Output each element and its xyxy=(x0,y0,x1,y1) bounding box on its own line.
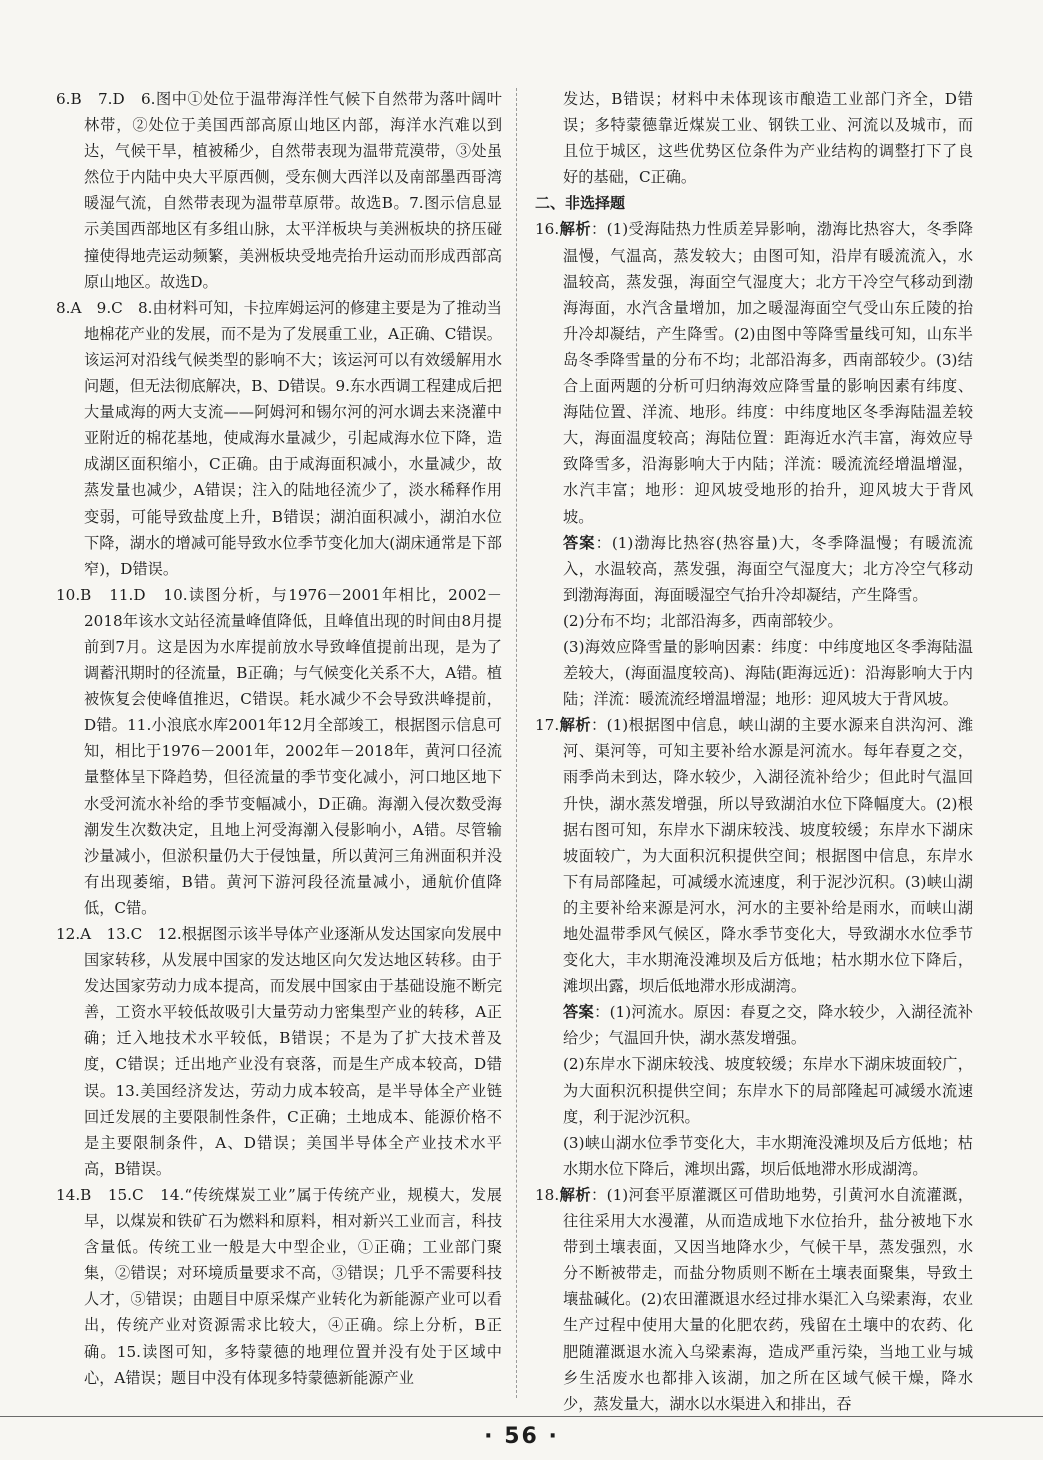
analysis-label: 解析 xyxy=(559,716,591,735)
question-number: 17. xyxy=(535,716,560,735)
analysis-label: 解析 xyxy=(559,220,591,239)
answer-15-continuation: 发达，B错误；材料中未体现该市酿造工业部门齐全，D错误；多特蒙德靠近煤炭工业、钢铁工业、河流以及城市，而且位于城区，这些优势区位条件为产业结构的调整打下了良好的基础，C正确。 xyxy=(563,90,973,187)
section-title: 二、非选择题 xyxy=(535,194,626,213)
question-17 xyxy=(535,712,973,1182)
answer-text: (3)峡山湖水位季节变化大，丰水期淹没滩坝及后方低地；枯水期水位下降后，滩坝出露，坝后低地滞水形成湖湾。 xyxy=(563,1133,973,1178)
answer-text: ：(1)渤海比热容(热容量)大，冬季降温慢；有暖流流入，水温较高，蒸发强，海面空气湿度大；北方冷空气移动到渤海海面，海面暖湿空气抬升冷却凝结，产生降雪。 xyxy=(563,533,973,604)
question-number: 16. xyxy=(535,220,560,239)
analysis-text: ：(1)根据图中信息，峡山湖的主要水源来自洪沟河、潍河、渠河等，可知主要补给水源是河流水。每年春夏之交，雨季尚未到达，降水较少，入湖径流补给少；但此时气温回升快，湖水蒸发增强，所以导致湖泊水位下降幅度大。(2)根据右图可知，东岸水下湖床较浅、坡度较缓；东岸水下湖床坡面较广，为大面积沉积提供空间；根据图中信息，东岸水下有局部隆起，可减缓水流速度，利于泥沙沉积。(3)峡山湖的主要补给来源是河水，河水的主要补给是雨水，而峡山湖地处温带季风气候区，降水季节变化大，导致湖水水位季节变化大，丰水期淹没滩坝及后方低地；枯水期水位下降后，滩坝出露，坝后低地滞水形成湖湾。 xyxy=(563,716,974,996)
right-column xyxy=(535,86,973,1417)
analysis-text: ：(1)河套平原灌溉区可借助地势，引黄河水自流灌溉，往往采用大水漫灌，从而造成地下水位抬升，盐分被地下水带到土壤表面，又因当地降水少，气候干旱，蒸发强烈，水分不断被带走，而盐分物质则不断在土壤表面聚集，导致土壤盐碱化。(2)农田灌溉退水经过排水渠汇入乌梁素海，农业生产过程中使用大量的化肥农药，残留在土壤中的农药、化肥随灌溉退水流入乌梁素海，造成严重污染，当地工业与城乡生活废水也都排入该湖，加之所在区域气候干燥，降水少，蒸发量大，湖水以水渠进入和排出，吞 xyxy=(563,1185,974,1413)
answer-text: (2)东岸水下湖床较浅、坡度较缓；东岸水下湖床坡面较广，为大面积沉积提供空间；东岸水下的局部隆起可减缓水流速度，利于泥沙沉积。 xyxy=(563,1055,973,1126)
page-number: · 56 · xyxy=(484,1424,559,1449)
question-number: 18. xyxy=(535,1185,560,1204)
answer-text: (3)海效应降雪量的影响因素：纬度：中纬度地区冬季海陆温差较大，(海面温度较高)、海陆(距海远近)：沿海影响大于内陆；洋流：暖流流经增温增湿；地形：迎风坡大于背风坡。 xyxy=(563,637,973,709)
answer-item-10-11: 10.B 11.D 10.读图分析，与1976－2001年相比，2002－2018年该水文站径流量峰值降低，且峰值出现的时间由8月提前到7月。这是因为水库提前放水导致峰值提前出现，是为了调蓄汛期时的径流量，B正确；与气候变化关系不大，A错。植被恢复会使峰值推迟，C错误。耗水减少不会导致洪峰提前，D错。11.小浪底水库2001年12月全部竣工，根据图示信息可知，相比于1976－2001年，2002年－2018年，黄河口径流量整体呈下降趋势，但径流量的季节变化减小，河口地区地下水受河流水补给的季节变幅减小，D正确。海潮入侵次数受海潮发生次数决定，且地上河受海潮入侵影响小，A错。尽管输沙量减小，但淤积量仍大于侵蚀量，所以黄河三角洲面积并没有出现萎缩，B错。黄河下游河段径流量减小，通航价值降低，C错。 xyxy=(56,585,502,917)
answer-label: 答案 xyxy=(563,1003,595,1022)
left-column xyxy=(56,86,502,1391)
question-16 xyxy=(535,216,973,712)
column-divider xyxy=(516,88,517,1398)
analysis-label: 解析 xyxy=(559,1185,591,1204)
footer-rule xyxy=(0,1416,1043,1417)
question-18 xyxy=(535,1182,973,1417)
answer-text: (2)分布不均；北部沿海多，西南部较少。 xyxy=(563,611,843,630)
answer-item-12-13: 12.A 13.C 12.根据图示该半导体产业逐渐从发达国家向发展中国家转移，从发展中国家的发达地区向欠发达地区转移。由于发达国家劳动力成本提高，而发展中国家由于基础设施不断完善，工资水平较低故吸引大量劳动力密集型产业的转移，A正确；迁入地技术水平较低，B错误；不是为了扩大技术普及度，C错误；迁出地产业没有衰落，而是生产成本较高，D错误。13.美国经济发达，劳动力成本较高，是半导体全产业链回迁发展的主要限制性条件，C正确；土地成本、能源价格不是主要限制条件，A、D错误；美国半导体全产业技术水平高，B错误。 xyxy=(56,925,502,1178)
answer-item-6-7: 6.B 7.D 6.图中①处位于温带海洋性气候下自然带为落叶阔叶林带，②处位于美国西部高原山地区内部，海洋水汽难以到达，气候干旱，植被稀少，自然带表现为温带荒漠带，③处虽然位于内陆中央大平原西侧，受东侧大西洋以及南部墨西哥湾暖湿气流，自然带表现为温带草原带。故选B。7.图示信息显示美国西部地区有多组山脉，太平洋板块与美洲板块的挤压碰撞使得地壳运动频繁，美洲板块受地壳抬升运动而形成西部高原山地区。故选D。 xyxy=(56,90,502,291)
answer-text: ：(1)河流水。原因：春夏之交，降水较少，入湖径流补给少；气温回升快，湖水蒸发增强。 xyxy=(563,1003,974,1048)
answer-item-8-9: 8.A 9.C 8.由材料可知，卡拉库姆运河的修建主要是为了推动当地棉花产业的发展，而不是为了发展重工业，A正确、C错误。该运河对沿线气候类型的影响不大；该运河可以有效缓解用水问题，但无法彻底解决，B、D错误。9.东水西调工程建成后把大量咸海的两大支流——阿姆河和锡尔河的河水调去来浇灌中亚附近的棉花基地，使咸海水量减少，引起咸海水位下降，造成湖区面积缩小，C正确。由于咸海面积减小，水量减少，故蒸发量也减少，A错误；注入的陆地径流少了，淡水稀释作用变弱，可能导致盐度上升，B错误；湖泊面积减小，湖泊水位下降，湖水的增减可能导致水位季节变化加大(湖床通常是下部窄)，D错误。 xyxy=(56,298,502,578)
answer-label: 答案 xyxy=(563,533,596,552)
answer-item-14-15: 14.B 15.C 14.“传统煤炭工业”属于传统产业，规模大，发展早，以煤炭和铁矿石为燃料和原料，相对新兴工业而言，科技含量低。传统工业一般是大中型企业，①正确；工业部门聚集，②错误；对环境质量要求不高，③错误；几乎不需要科技人才，⑤错误；由题目中原采煤产业转化为新能源产业可以看出，传统产业对资源需求比较大，④正确。综上分析，B正确。15.读图可知，多特蒙德的地理位置并没有处于区域中心，A错误；题目中没有体现多特蒙德新能源产业 xyxy=(56,1185,502,1387)
analysis-text: ：(1)受海陆热力性质差异影响，渤海比热容大，冬季降温慢，气温高，蒸发较大；由图可知，沿岸有暖流流入，水温较高，蒸发强，海面空气湿度大；北方干冷空气移动到渤海海面，水汽含量增加，加之暖湿海面空气受山东丘陵的抬升冷却凝结，产生降雪。(2)由图中等降雪量线可知，山东半岛冬季降雪量的分布不均；北部沿海多，西南部较少。(3)结合上面两题的分析可归纳海效应降雪量的影响因素有纬度、海陆位置、洋流、地形。纬度：中纬度地区冬季海陆温差较大，海面温度较高；海陆位置：距海近水汽丰富，海效应导致降雪多，沿海影响大于内陆；洋流：暖流流经增温增湿，水汽丰富；地形：迎风坡受地形的抬升，迎风坡大于背风坡。 xyxy=(563,220,974,526)
